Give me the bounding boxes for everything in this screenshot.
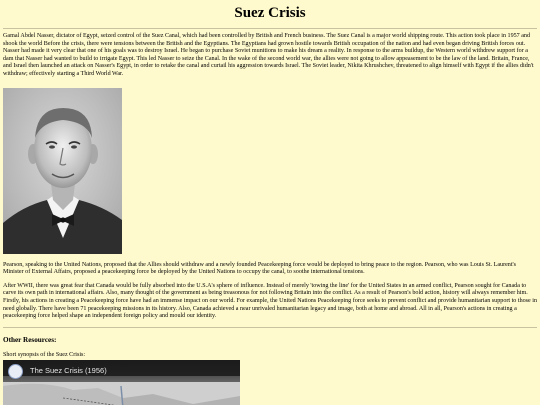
pearson-paragraph: Pearson, speaking to the United Nations, proposed that the Allies should withdraw and a newly founded Peacekeeping force would be deployed to bring peace to the region. Pearson, who was Louis St. Laurent's Minister of External Affairs, proposed a peacekeeping force be deployed by the United Nations to occupy the canal, to soothe international tensions.: [3, 261, 517, 276]
video-title[interactable]: The Suez Crisis (1956): [30, 366, 107, 376]
page-title: Suez Crisis: [234, 5, 306, 21]
synopsis-label: Short synopsis of the Suez Crisis:: [3, 351, 86, 358]
other-resources-heading: Other Resources:: [3, 335, 57, 344]
portrait-photo: [3, 88, 122, 254]
legacy-paragraph: After WWII, there was great fear that Canada would be fully absorbed into the U.S.A's sphere of influence. Instead of merely 'towing the line' for the United States in an armed conflict, Pearson sought for Canada to carve its own path in international affairs. Also, many thought of the government as being treasonous for not following Britain into the conflict. As a result of Pearson's bold action, history will always remember him. Firstly, his actions in creating a Peacekeeping force have had an immense impact on our world. For example, the United Nations Peacekeeping force seeks to prevent conflict and provide humanitarian support to those in need globally. There have been 71 peacekeeping missions in its history. Also, Canada achieved a near unrivaled humanitarian legacy and image, both at home and abroad. All in all, Pearson's actions in creating a peacekeeping force helped shape an independent foreign policy and mould our identity.: [3, 282, 538, 320]
video-embed[interactable]: [3, 360, 240, 405]
divider: [3, 327, 537, 328]
divider: [3, 28, 537, 29]
intro-paragraph: Gamal Abdel Nasser, dictator of Egypt, seized control of the Suez Canal, which had been controlled by British and French business. The Suez Canal is a major world shipping route. This action took place in 1957 and shook the world Before the crisis, there were tensions between the British and the Egyptians. The Egyptians had grown hostile towards British occupation of the nation and had even began driving British forces out. Nasser had made it very clear that one of his goals was to destroy Israel. He began to purchase Soviet munitions to make his dream a reality. In response to the arms buildup, the Western world withdrew support for a dam that Nasser had wanted to build to irrigate Egypt. This led Nasser to seize the Canal. In the wake of the second world war, the allies were not going to allow appeasement to be the law of the land. Britain, France, and Israel then launched an attack on Nasser's Egypt, in order to retake the canal and curtail his aggression towards Israel. The Soviet leader, Nikita Khrushchev, threatened to align himself with Egypt if the allies didn't withdraw; effectively starting a Third World War.: [3, 33, 534, 77]
